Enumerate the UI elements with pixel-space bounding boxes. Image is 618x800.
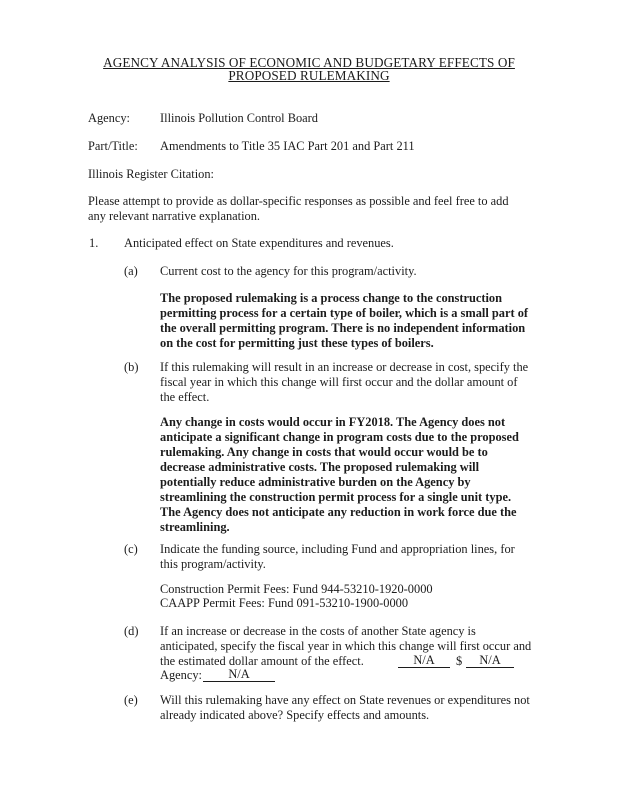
item-d-label: (d) bbox=[124, 624, 139, 638]
item-e-label: (e) bbox=[124, 693, 138, 707]
document-title-line2: PROPOSED RULEMAKING bbox=[228, 68, 390, 83]
item-d-agency-value: N/A bbox=[203, 668, 275, 682]
item-b-answer: Any change in costs would occur in FY2018. The Agency does not anticipate a significant change in program costs due to the proposed rulemaking. Any change in costs that would occur would be to decrease administrative costs. The proposed rulemaking will potentially reduce administrative burden on the Agency by streamlining the construction permit process for a single unit type. The Agency does not anticipate any reduction in work force due the streamlining. bbox=[160, 415, 519, 534]
instructions-text: Please attempt to provide as dollar-specific responses as possible and feel free to add any relevant narrative explanation. bbox=[88, 194, 509, 223]
item-c-fund1: Construction Permit Fees: Fund 944-53210-1920-0000 bbox=[160, 582, 433, 596]
document-title-line1: AGENCY ANALYSIS OF ECONOMIC AND BUDGETARY EFFECTS OF bbox=[103, 55, 515, 70]
agency-value: Illinois Pollution Control Board bbox=[160, 111, 318, 125]
item-d-fiscal-year: N/A bbox=[398, 654, 450, 668]
item-d-amount: N/A bbox=[466, 654, 514, 668]
item-c-question: Indicate the funding source, including Fund and appropriation lines, for this program/activity. bbox=[160, 542, 515, 571]
item-b-question: If this rulemaking will result in an increase or decrease in cost, specify the fiscal year in which this change will first occur and the dollar amount of the effect. bbox=[160, 360, 529, 404]
item-d-agency-label: Agency: bbox=[160, 668, 202, 682]
item-b-label: (b) bbox=[124, 360, 139, 374]
item-e-question: Will this rulemaking have any effect on State revenues or expenditures not already indicated above? Specify effects and amounts. bbox=[160, 693, 530, 722]
section-number: 1. bbox=[89, 236, 99, 250]
item-c-label: (c) bbox=[124, 542, 138, 556]
part-title-value: Amendments to Title 35 IAC Part 201 and Part 211 bbox=[160, 139, 415, 153]
section-heading: Anticipated effect on State expenditures and revenues. bbox=[124, 236, 394, 250]
item-d-dollar-sign: $ bbox=[456, 654, 463, 668]
item-c-fund2: CAAPP Permit Fees: Fund 091-53210-1900-0000 bbox=[160, 596, 409, 610]
register-citation-label: Illinois Register Citation: bbox=[88, 167, 214, 181]
agency-label: Agency: bbox=[88, 111, 130, 125]
item-d-question: If an increase or decrease in the costs of another State agency is anticipated, specify the fiscal year in which this change will first occur and the estimated dollar amount of the effect. bbox=[160, 624, 532, 668]
item-a-answer: The proposed rulemaking is a process change to the construction permitting process for a certain type of boiler, which is a small part of the overall permitting program. There is no independent information on the cost for permitting just these types of boilers. bbox=[160, 291, 529, 350]
part-title-label: Part/Title: bbox=[88, 139, 138, 153]
item-a-question: Current cost to the agency for this program/activity. bbox=[160, 264, 417, 278]
item-a-label: (a) bbox=[124, 264, 138, 278]
